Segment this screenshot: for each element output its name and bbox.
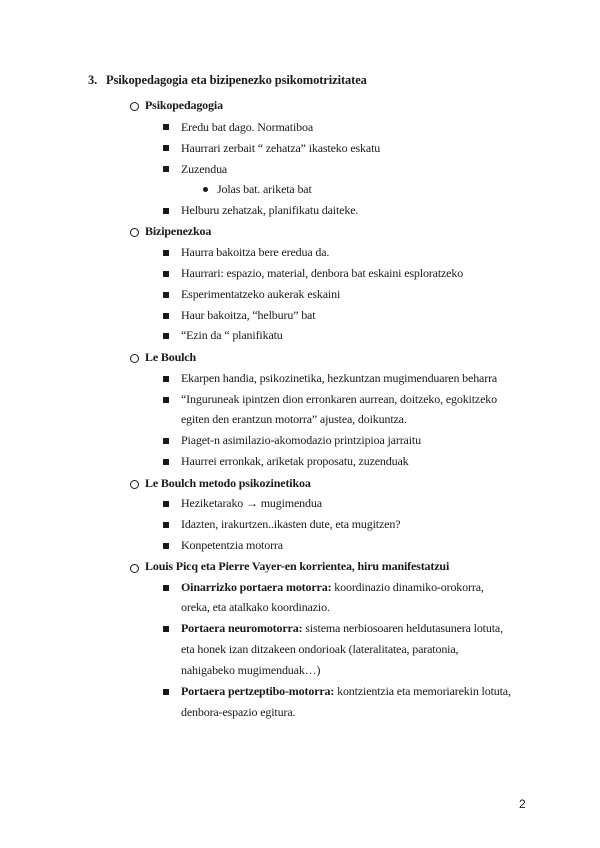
list-item: Ekarpen handia, psikozinetika, hezkuntzan mugimenduaren beharra bbox=[181, 371, 498, 385]
list-item: Haurrei erronkak, ariketak proposatu, zuzenduak bbox=[181, 454, 409, 468]
list-item: Zuzendua bbox=[181, 162, 228, 176]
circle-bullet-icon bbox=[130, 354, 139, 363]
list-item: Piaget-n asimilazio-akomodazio printzipioa jarraitu bbox=[181, 433, 421, 447]
list-item-bold-term: Oinarrizko portaera motorra: bbox=[181, 580, 332, 594]
square-bullet-icon bbox=[163, 585, 169, 591]
list-item: Haurrari zerbait “ zehatza” ikasteko eskatu bbox=[181, 141, 381, 155]
heading-number: 3. bbox=[88, 73, 98, 87]
list-item-continuation: egiten den erantzun motorra” ajustea, doikuntza. bbox=[181, 412, 407, 426]
square-bullet-icon bbox=[163, 250, 169, 256]
list-item: Konpetentzia motorra bbox=[181, 538, 283, 552]
circle-bullet-icon bbox=[130, 480, 139, 489]
square-bullet-icon bbox=[163, 522, 169, 528]
circle-bullet-icon bbox=[130, 102, 139, 111]
heading-title: Psikopedagogia eta bizipenezko psikomotrizitatea bbox=[106, 73, 367, 87]
list-item bbox=[181, 620, 503, 636]
circle-bullet-icon bbox=[130, 564, 139, 573]
square-bullet-icon bbox=[163, 501, 169, 507]
subsection-title: Le Boulch metodo psikozinetikoa bbox=[145, 476, 311, 490]
subsection-title: Psikopedagogia bbox=[145, 98, 223, 112]
list-item-continuation: eta honek izan ditzakeen ondorioak (lateralitatea, paratonia, bbox=[181, 642, 459, 656]
subsection-title: Le Boulch bbox=[145, 350, 196, 364]
dot-bullet-icon bbox=[203, 187, 208, 192]
square-bullet-icon bbox=[163, 292, 169, 298]
square-bullet-icon bbox=[163, 208, 169, 214]
list-item-text: koordinazio dinamiko-orokorra, bbox=[331, 580, 484, 594]
list-item: Jolas bat. ariketa bat bbox=[217, 182, 312, 196]
list-item: “Inguruneak ipintzen dion erronkaren aurrean, doitzeko, egokitzeko bbox=[181, 392, 497, 406]
square-bullet-icon bbox=[163, 313, 169, 319]
list-item-continuation: oreka, eta atalkako koordinazio. bbox=[181, 600, 330, 614]
circle-bullet-icon bbox=[130, 228, 139, 237]
square-bullet-icon bbox=[163, 145, 169, 151]
list-item: Helburu zehatzak, planifikatu daiteke. bbox=[181, 203, 359, 217]
list-item-continuation: nahigabeko mugimenduak…) bbox=[181, 663, 321, 677]
square-bullet-icon bbox=[163, 166, 169, 172]
square-bullet-icon bbox=[163, 543, 169, 549]
list-item: Eredu bat dago. Normatiboa bbox=[181, 120, 314, 134]
page-number: 2 bbox=[519, 797, 526, 811]
list-item: Esperimentatzeko aukerak eskaini bbox=[181, 287, 341, 301]
square-bullet-icon bbox=[163, 626, 169, 632]
list-item bbox=[181, 683, 511, 699]
square-bullet-icon bbox=[163, 459, 169, 465]
list-item: Heziketarako → mugimendua bbox=[181, 496, 322, 510]
list-item-continuation: denbora-espazio egitura. bbox=[181, 705, 296, 719]
square-bullet-icon bbox=[163, 376, 169, 382]
subsection-title: Louis Picq eta Pierre Vayer-en korrientea, hiru manifestatzui bbox=[145, 559, 450, 573]
list-item bbox=[181, 579, 484, 595]
list-item-bold-term: Portaera neuromotorra: bbox=[181, 621, 303, 635]
square-bullet-icon bbox=[163, 124, 169, 130]
section-heading bbox=[88, 73, 367, 88]
square-bullet-icon bbox=[163, 271, 169, 277]
square-bullet-icon bbox=[163, 689, 169, 695]
square-bullet-icon bbox=[163, 438, 169, 444]
list-item-text: kontzientzia eta memoriarekin lotuta, bbox=[334, 684, 511, 698]
subsection-title: Bizipenezkoa bbox=[145, 224, 212, 238]
list-item: Idazten, irakurtzen..ikasten dute, eta mugitzen? bbox=[181, 517, 401, 531]
list-item-text: sistema nerbiosoaren heldutasunera lotuta, bbox=[302, 621, 503, 635]
list-item: Haur bakoitza, “helburu” bat bbox=[181, 308, 316, 322]
list-item: “Ezin da “ planifikatu bbox=[181, 328, 283, 342]
list-item: Haurra bakoitza bere eredua da. bbox=[181, 245, 330, 259]
list-item: Haurrari: espazio, material, denbora bat eskaini esploratzeko bbox=[181, 266, 464, 280]
square-bullet-icon bbox=[163, 397, 169, 403]
list-item-bold-term: Portaera pertzeptibo-motorra: bbox=[181, 684, 335, 698]
square-bullet-icon bbox=[163, 333, 169, 339]
